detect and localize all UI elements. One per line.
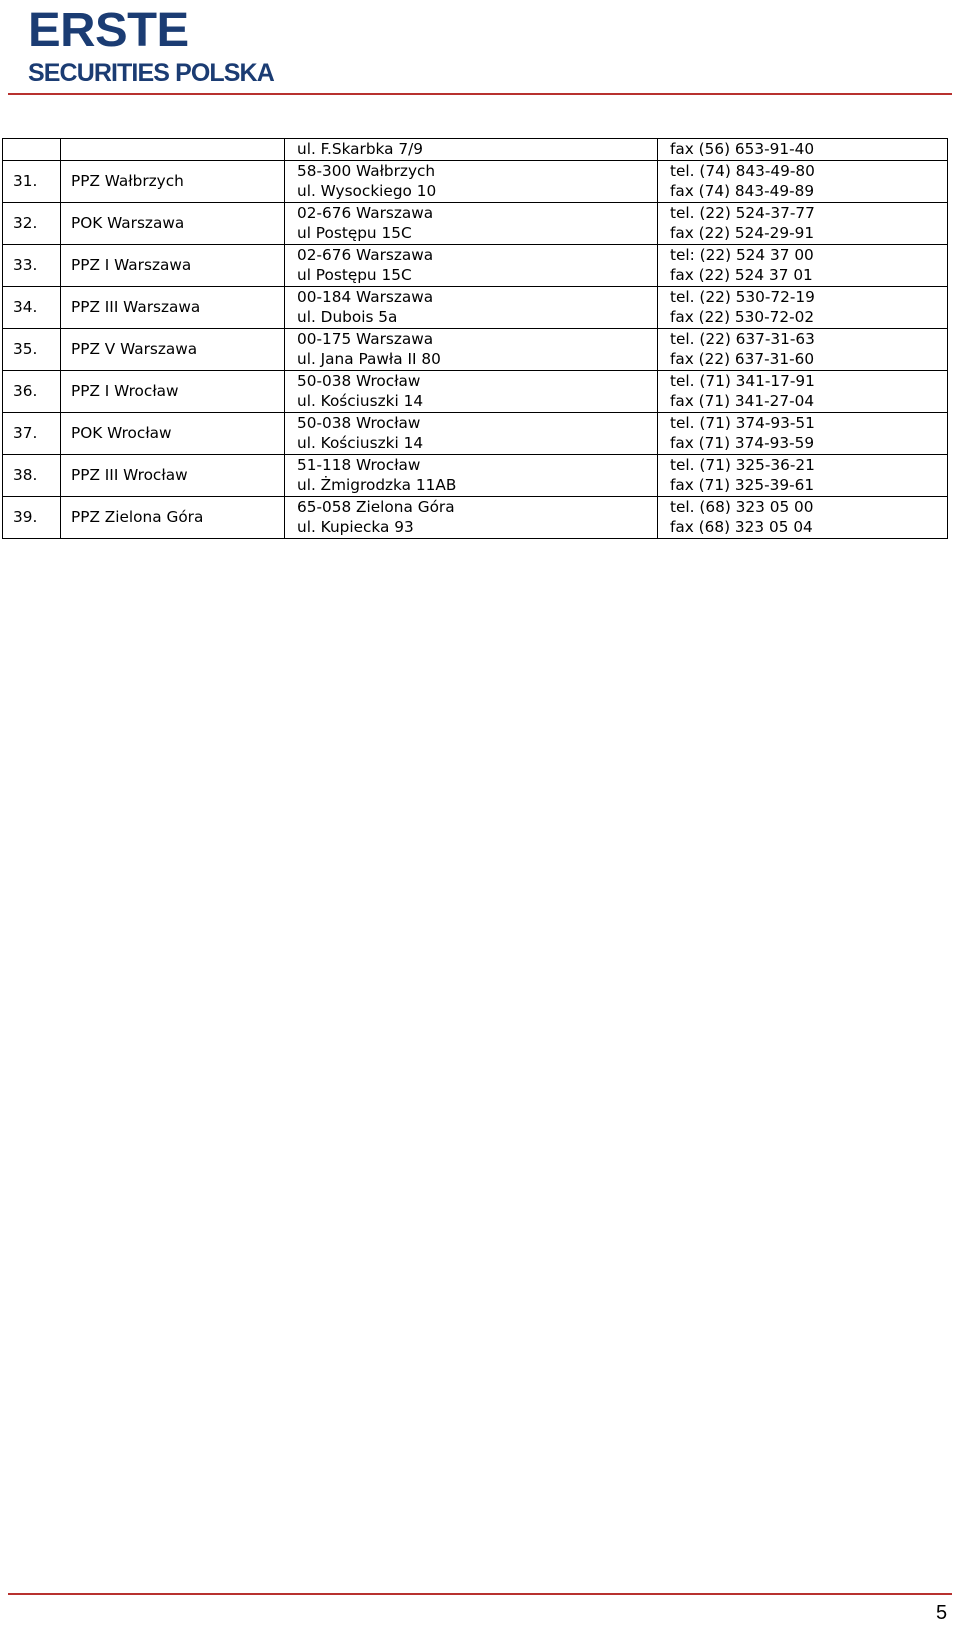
- phone-tel-line: tel. (22) 637-31-63: [670, 329, 815, 348]
- cell-phone: [658, 370, 948, 412]
- cell-number: 32.: [3, 202, 61, 244]
- address-postal-line: 50-038 Wrocław: [297, 371, 421, 390]
- cell-address: [285, 160, 658, 202]
- phone-fax-line: fax (71) 341-27-04: [670, 392, 815, 410]
- cell-office-name: PPZ III Warszawa: [61, 286, 285, 328]
- phone-fax-line: fax (71) 374-93-59: [670, 434, 815, 452]
- address-street-line: ul. Dubois 5a: [297, 308, 398, 326]
- table-row: [3, 454, 948, 496]
- phone-fax-line: fax (22) 637-31-60: [670, 350, 815, 368]
- cell-number: 31.: [3, 160, 61, 202]
- cell-number: 39.: [3, 496, 61, 538]
- logo-securities-polska-text: SECURITIES POLSKA: [28, 59, 274, 87]
- cell-office-name: POK Warszawa: [61, 202, 285, 244]
- cell-address: [285, 244, 658, 286]
- cell-address: [285, 328, 658, 370]
- address-postal-line: 02-676 Warszawa: [297, 245, 434, 264]
- table-row-continued: [3, 139, 948, 161]
- cell-address: [285, 412, 658, 454]
- cell-phone: [658, 412, 948, 454]
- cell-phone: [658, 202, 948, 244]
- table-row: [3, 496, 948, 538]
- cell-phone: [658, 244, 948, 286]
- address-street-line: ul Postępu 15C: [297, 224, 412, 242]
- cell-office-name: POK Wrocław: [61, 412, 285, 454]
- cell-number: [3, 139, 61, 161]
- phone-tel-line: tel. (71) 341-17-91: [670, 371, 815, 390]
- cell-number: 35.: [3, 328, 61, 370]
- cell-phone: [658, 496, 948, 538]
- address-postal-line: 02-676 Warszawa: [297, 203, 434, 222]
- phone-tel-line: tel: (22) 524 37 00: [670, 245, 814, 264]
- erste-securities-logo: [28, 6, 274, 87]
- phone-fax-line: fax (71) 325-39-61: [670, 476, 815, 494]
- cell-number: 38.: [3, 454, 61, 496]
- address-street-line: ul. Kościuszki 14: [297, 434, 424, 452]
- phone-fax-line: fax (74) 843-49-89: [670, 182, 815, 200]
- cell-address: [285, 202, 658, 244]
- cell-phone: [658, 328, 948, 370]
- office-list-table: [2, 138, 948, 539]
- cell-address: [285, 370, 658, 412]
- table-row: [3, 328, 948, 370]
- cell-number: 34.: [3, 286, 61, 328]
- header-divider: [8, 93, 952, 95]
- cell-phone: fax (56) 653-91-40: [658, 139, 948, 161]
- table-row: [3, 412, 948, 454]
- cell-number: 37.: [3, 412, 61, 454]
- phone-tel-line: tel. (71) 325-36-21: [670, 455, 815, 474]
- table-row: [3, 286, 948, 328]
- address-postal-line: 00-184 Warszawa: [297, 287, 434, 306]
- footer-divider: [8, 1593, 952, 1595]
- address-postal-line: 50-038 Wrocław: [297, 413, 421, 432]
- table-row: [3, 370, 948, 412]
- logo-erste-text: ERSTE: [28, 4, 189, 57]
- phone-tel-line: tel. (71) 374-93-51: [670, 413, 815, 432]
- cell-phone: [658, 454, 948, 496]
- cell-phone: [658, 160, 948, 202]
- phone-fax-line: fax (22) 530-72-02: [670, 308, 815, 326]
- page-number: 5: [936, 1602, 948, 1624]
- phone-fax-line: fax (22) 524-29-91: [670, 224, 815, 242]
- phone-fax-line: fax (68) 323 05 04: [670, 518, 813, 536]
- phone-fax-line: fax (22) 524 37 01: [670, 266, 813, 284]
- cell-address: ul. F.Skarbka 7/9: [285, 139, 658, 161]
- table-row: [3, 202, 948, 244]
- cell-number: 33.: [3, 244, 61, 286]
- cell-address: [285, 286, 658, 328]
- table-row: [3, 160, 948, 202]
- phone-tel-line: tel. (22) 530-72-19: [670, 287, 815, 306]
- address-postal-line: 51-118 Wrocław: [297, 455, 421, 474]
- cell-number: 36.: [3, 370, 61, 412]
- table-row: [3, 244, 948, 286]
- cell-office-name: [61, 139, 285, 161]
- office-list-body: [3, 139, 948, 539]
- address-street-line: ul. Jana Pawła II 80: [297, 350, 441, 368]
- address-street-line: ul Postępu 15C: [297, 266, 412, 284]
- address-postal-line: 00-175 Warszawa: [297, 329, 434, 348]
- address-street-line: ul. Wysockiego 10: [297, 182, 437, 200]
- address-postal-line: 65-058 Zielona Góra: [297, 497, 455, 516]
- phone-tel-line: tel. (68) 323 05 00: [670, 497, 814, 516]
- cell-office-name: PPZ I Wrocław: [61, 370, 285, 412]
- phone-tel-line: tel. (22) 524-37-77: [670, 203, 815, 222]
- address-street-line: ul. Żmigrodzka 11AB: [297, 476, 457, 494]
- cell-address: [285, 454, 658, 496]
- address-street-line: ul. Kupiecka 93: [297, 518, 414, 536]
- cell-office-name: PPZ V Warszawa: [61, 328, 285, 370]
- cell-office-name: PPZ Zielona Góra: [61, 496, 285, 538]
- cell-phone: [658, 286, 948, 328]
- phone-tel-line: tel. (74) 843-49-80: [670, 161, 815, 180]
- cell-address: [285, 496, 658, 538]
- cell-office-name: PPZ Wałbrzych: [61, 160, 285, 202]
- cell-office-name: PPZ III Wrocław: [61, 454, 285, 496]
- cell-office-name: PPZ I Warszawa: [61, 244, 285, 286]
- address-street-line: ul. Kościuszki 14: [297, 392, 424, 410]
- address-postal-line: 58-300 Wałbrzych: [297, 161, 436, 180]
